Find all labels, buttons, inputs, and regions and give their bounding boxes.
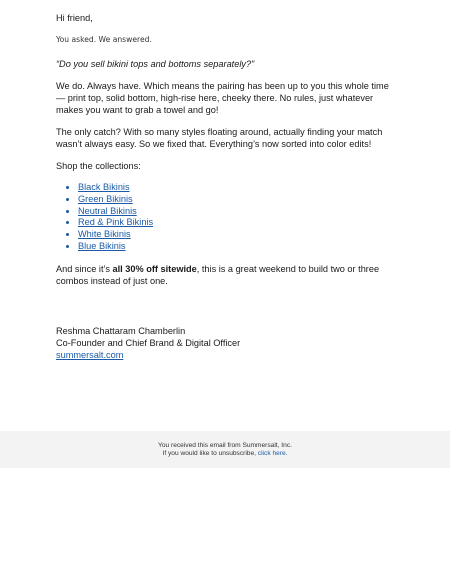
collection-link-white[interactable]: White Bikinis	[78, 229, 131, 240]
email-body	[56, 12, 396, 361]
list-item	[78, 182, 396, 194]
signature-name: Reshma Chattaram Chamberlin	[56, 325, 186, 336]
sale-highlight: all 30% off sitewide	[112, 263, 197, 274]
customer-quote: “Do you sell bikini tops and bottoms separately?”	[56, 59, 255, 69]
paragraph-pairing: We do. Always have. Which means the pairing has been up to you this whole time — print top, solid bottom, high-rise here, cheeky there. No rules, just whatever makes you want to grab a towel and go!	[56, 81, 389, 115]
collections-list	[56, 182, 396, 253]
subtitle: You asked. We answered.	[56, 35, 152, 44]
sale-prefix: And since it’s	[56, 263, 113, 274]
collection-link-black[interactable]: Black Bikinis	[78, 182, 130, 192]
list-item	[78, 206, 396, 218]
collection-link-green[interactable]: Green Bikinis	[78, 193, 133, 204]
list-item	[78, 194, 396, 206]
collection-link-neutral[interactable]: Neutral Bikinis	[78, 205, 137, 216]
signature-block	[56, 325, 396, 361]
signature-title: Co-Founder and Chief Brand & Digital Officer	[56, 337, 241, 348]
list-item	[78, 217, 396, 229]
list-item	[78, 241, 396, 253]
footer-sender-line: You received this email from Summersalt, Inc.	[158, 442, 292, 449]
email-footer	[0, 431, 450, 468]
sale-suffix: , this is a great weekend to build two or three combos instead of just one.	[56, 263, 380, 286]
unsubscribe-prefix: If you would like to unsubscribe,	[162, 450, 258, 458]
footer-unsubscribe-line	[0, 450, 450, 458]
greeting: Hi friend,	[56, 13, 93, 23]
shop-heading: Shop the collections:	[56, 161, 141, 171]
collection-link-blue[interactable]: Blue Bikinis	[78, 240, 126, 251]
unsubscribe-link[interactable]: click here	[257, 450, 286, 458]
sale-paragraph	[56, 263, 396, 287]
collection-link-red-pink[interactable]: Red & Pink Bikinis	[78, 217, 154, 228]
website-link[interactable]: summersalt.com	[56, 349, 124, 360]
list-item	[78, 229, 396, 241]
unsubscribe-suffix: .	[285, 450, 288, 458]
paragraph-catch: The only catch? With so many styles floating around, actually finding your match wasn’t always easy. So we fixed that. Everything’s now sorted into color edits!	[56, 127, 383, 149]
